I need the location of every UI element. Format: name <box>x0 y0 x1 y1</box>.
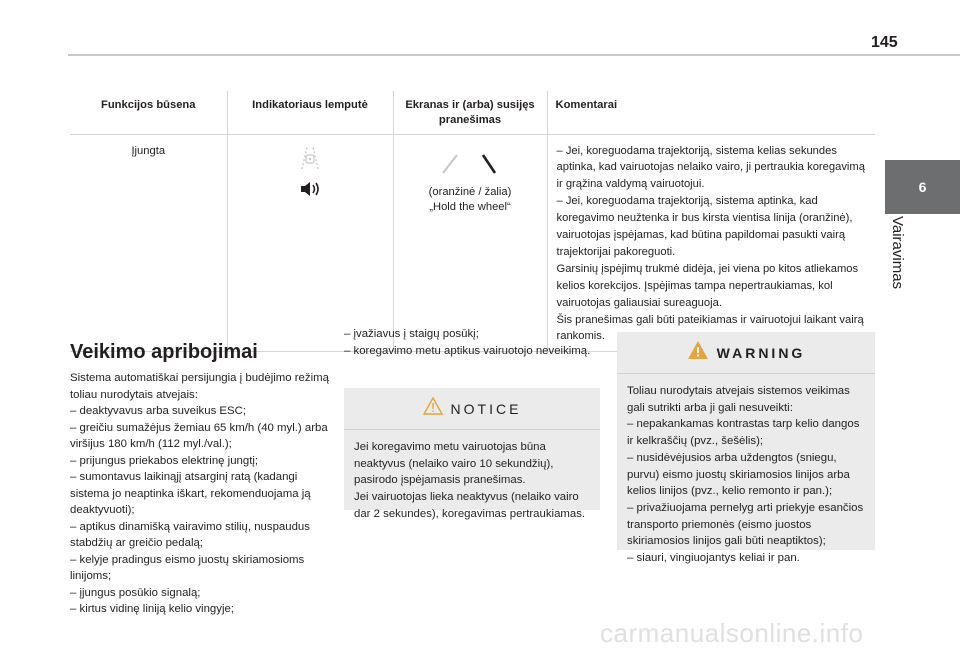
list-item: – siauri, vingiuojantys keliai ir pan. <box>627 552 800 565</box>
list-item: – prijungus priekabos elektrinę jungtį; <box>70 454 259 467</box>
warning-body <box>617 374 875 575</box>
list-item: – koregavimo metu aptikus vairuotojo neveikimą. <box>344 344 591 357</box>
notice-text: Jei koregavimo metu vairuotojas būna neaktyvus (nelaiko vairo 10 sekundžių), pasirodo įspėjamasis pranešimas. Jei vairuotojas lieka neaktyvus (nelaiko vairo dar 2 sekundes), koregavimas pertraukiamas. <box>354 441 586 520</box>
comment-4: Šis pranešimas gali būti pateikiamas ir vairuotojui laikant vairą rankomis. <box>556 313 864 343</box>
list-item: – greičiu sumažėjus žemiau 65 km/h (40 myl.) arba viršijus 180 km/h (112 myl./val.); <box>70 421 328 450</box>
list-item: – nusidėvėjusios arba uždengtos (sniegu, purvu) eismo juostų skiriamosios linijos arba kelios linijos (pvz., kelio remonto ir pan.); <box>627 451 850 498</box>
list-item: – įvažiavus į staigų posūkį; <box>344 328 479 340</box>
state-cell <box>70 134 227 352</box>
notice-icon <box>423 397 443 420</box>
warning-header <box>617 332 875 374</box>
warning-box <box>617 332 875 565</box>
lane-lines-icon <box>394 151 547 185</box>
notice-title: NOTICE <box>450 400 522 417</box>
notice-header <box>344 388 600 430</box>
message-text: „Hold the wheel“ <box>429 200 511 213</box>
list-item: – kelyje pradingus eismo juostų skiriamosioms linijoms; <box>70 553 305 582</box>
list-item: – kirtus vidinę liniją kelio vingyje; <box>70 603 234 615</box>
indicator-cell <box>227 134 393 352</box>
table-row <box>70 134 875 352</box>
section-title: Veikimo apribojimai <box>70 341 258 363</box>
list-item: – įjungus posūkio signalą; <box>70 586 201 599</box>
header-display: Ekranas ir (arba) susijęs pranešimas <box>393 91 547 134</box>
list-item: – aptikus dinamišką vairavimo stilių, nuspaudus stabdžių ar greičio pedalą; <box>70 520 310 549</box>
chapter-tab[interactable] <box>885 160 960 214</box>
function-state-table <box>70 91 875 352</box>
watermark: carmanualsonline.info <box>600 618 864 648</box>
lane-keeping-icon <box>228 145 393 175</box>
list-item: – privažiuojama pernelyg arti priekyje esančios transporto priemonės (eismo juostos skiriamosios linijos gali būti neaptiktos); <box>627 501 864 548</box>
page-number: 145 <box>871 34 898 51</box>
state-value: Įjungta <box>131 144 166 157</box>
limitations-column-2 <box>344 326 602 359</box>
chapter-title: Vairavimas <box>889 215 907 289</box>
display-cell <box>393 134 547 352</box>
comment-2: – Jei, koreguodama trajektoriją, sistema aptinka, kad koregavimo neužtenka ir bus kirsta vientisa linija (oranžinė), vairuotojas įspėjamas, kad būtina papildomai pasukti vairą trajektorijai pakoreguoti. <box>556 195 853 258</box>
list-item: – sumontavus laikinąjį atsarginį ratą (kadangi sistema jo neaptinka iškart, rekomenduojama ją deaktyvuoti); <box>70 471 311 516</box>
comments-cell <box>547 134 875 352</box>
list-item: – deaktyvavus arba suveikus ESC; <box>70 405 247 417</box>
table-header-row <box>70 91 875 134</box>
message-colors: (oranžinė / žalia) <box>428 185 512 198</box>
speaker-icon <box>228 181 393 203</box>
warning-title: WARNING <box>716 344 806 361</box>
section-intro: Sistema automatiškai persijungia į budėjimo režimą toliau nurodytais atvejais: <box>70 372 329 401</box>
header-comments: Komentarai <box>547 91 875 134</box>
limitations-column-1 <box>70 340 332 618</box>
header-indicator: Indikatoriaus lemputė <box>227 91 393 134</box>
comment-1: – Jei, koreguodama trajektoriją, sistema kelias sekundes aptinka, kad vairuotojas nelaiko vairo, ji pertraukia koregavimą ir grąžina valdymą vairuotojui. <box>556 144 865 191</box>
top-divider <box>68 54 960 56</box>
header-state: Funkcijos būsena <box>101 99 196 111</box>
warning-intro: Toliau nurodytais atvejais sistemos veikimas gali sutrikti arba ji gali nesuveikti: <box>627 385 850 414</box>
chapter-number: 6 <box>918 179 927 195</box>
warning-icon <box>687 340 709 365</box>
list-item: – nepakankamas kontrastas tarp kelio dangos ir kelkraščių (pvz., šešėlis); <box>627 418 860 448</box>
chapter-label <box>868 212 928 292</box>
notice-box <box>344 388 600 520</box>
comment-3: Garsinių įspėjimų trukmė didėja, jei viena po kitos atliekamos kelios korekcijos. Įspėjimas tampa nepertraukiamas, kol vairuotojas galiausiai sureaguoja. <box>556 262 859 309</box>
